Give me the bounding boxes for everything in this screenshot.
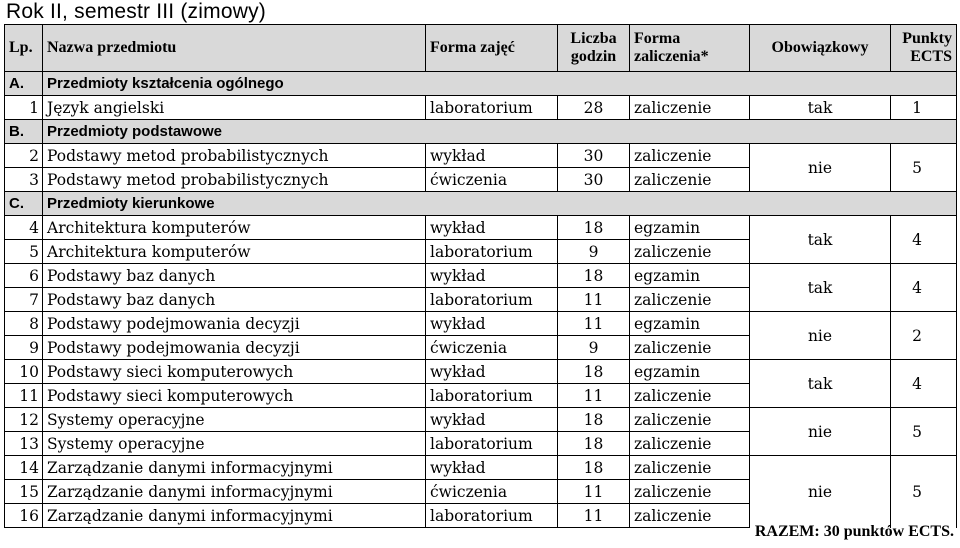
row-form: wykład — [426, 360, 558, 384]
group-mandatory: nie — [750, 408, 891, 456]
row-form: wykład — [426, 312, 558, 336]
row-lp: 7 — [5, 288, 43, 312]
row-name: Systemy operacyjne — [43, 408, 426, 432]
row-credit: egzamin — [630, 264, 750, 288]
group-mandatory: nie — [750, 312, 891, 360]
row-name: Język angielski — [43, 96, 426, 120]
section-letter: C. — [5, 192, 43, 216]
group-ects: 4 — [891, 264, 957, 312]
row-credit: zaliczenie — [630, 432, 750, 456]
row-name: Zarządzanie danymi informacyjnymi — [43, 504, 426, 528]
row-credit: egzamin — [630, 216, 750, 240]
group-ects: 4 — [891, 360, 957, 408]
row-form: laboratorium — [426, 240, 558, 264]
header-hours: Liczba godzin — [558, 25, 630, 72]
row-hours: 30 — [558, 144, 630, 168]
row-lp: 11 — [5, 384, 43, 408]
row-hours: 9 — [558, 336, 630, 360]
row-form: wykład — [426, 216, 558, 240]
row-hours: 9 — [558, 240, 630, 264]
row-credit: egzamin — [630, 360, 750, 384]
row-name: Podstawy baz danych — [43, 288, 426, 312]
row-form: laboratorium — [426, 384, 558, 408]
row-hours: 11 — [558, 288, 630, 312]
row-lp: 4 — [5, 216, 43, 240]
row-credit: zaliczenie — [630, 96, 750, 120]
row-lp: 3 — [5, 168, 43, 192]
row-name: Podstawy sieci komputerowych — [43, 360, 426, 384]
header-form: Forma zajęć — [426, 25, 558, 72]
section-row — [5, 192, 957, 216]
group-ects: 4 — [891, 216, 957, 264]
row-form: laboratorium — [426, 288, 558, 312]
header-lp: Lp. — [5, 25, 43, 72]
row-name: Architektura komputerów — [43, 216, 426, 240]
row-credit: zaliczenie — [630, 408, 750, 432]
row-hours: 18 — [558, 216, 630, 240]
row-lp: 1 — [5, 96, 43, 120]
row-form: wykład — [426, 264, 558, 288]
row-lp: 6 — [5, 264, 43, 288]
row-hours: 18 — [558, 408, 630, 432]
table-row — [5, 216, 957, 240]
row-hours: 18 — [558, 264, 630, 288]
row-lp: 5 — [5, 240, 43, 264]
row-mandatory: tak — [750, 96, 891, 120]
table-row — [5, 312, 957, 336]
row-form: wykład — [426, 456, 558, 480]
row-ects: 1 — [891, 96, 957, 120]
row-hours: 11 — [558, 384, 630, 408]
table-row — [5, 264, 957, 288]
section-letter: B. — [5, 120, 43, 144]
group-ects: 5 — [891, 144, 957, 192]
table-row — [5, 456, 957, 480]
row-form: wykład — [426, 144, 558, 168]
header-row — [5, 25, 957, 72]
row-credit: zaliczenie — [630, 168, 750, 192]
curriculum-table — [4, 24, 957, 528]
page-title: Rok II, semestr III (zimowy) — [6, 0, 266, 23]
row-form: laboratorium — [426, 504, 558, 528]
row-credit: zaliczenie — [630, 456, 750, 480]
group-mandatory: nie — [750, 144, 891, 192]
row-credit: zaliczenie — [630, 480, 750, 504]
table-row — [5, 96, 957, 120]
group-ects: 2 — [891, 312, 957, 360]
header-name: Nazwa przedmiotu — [43, 25, 426, 72]
row-hours: 30 — [558, 168, 630, 192]
row-form: laboratorium — [426, 432, 558, 456]
row-name: Architektura komputerów — [43, 240, 426, 264]
section-label: Przedmioty podstawowe — [43, 120, 957, 144]
total-summary: RAZEM: 30 punktów ECTS. — [754, 523, 954, 540]
row-hours: 18 — [558, 456, 630, 480]
section-row — [5, 120, 957, 144]
row-name: Podstawy metod probabilistycznych — [43, 144, 426, 168]
table-row — [5, 144, 957, 168]
row-form: ćwiczenia — [426, 168, 558, 192]
row-form: wykład — [426, 408, 558, 432]
header-credit-form: Forma zaliczenia* — [630, 25, 750, 72]
row-credit: zaliczenie — [630, 240, 750, 264]
row-name: Podstawy podejmowania decyzji — [43, 312, 426, 336]
row-hours: 11 — [558, 480, 630, 504]
row-hours: 11 — [558, 504, 630, 528]
group-ects: 5 — [891, 456, 957, 528]
row-credit: zaliczenie — [630, 336, 750, 360]
row-name: Podstawy baz danych — [43, 264, 426, 288]
group-mandatory: tak — [750, 216, 891, 264]
section-label: Przedmioty kształcenia ogólnego — [43, 72, 957, 96]
row-name: Zarządzanie danymi informacyjnymi — [43, 456, 426, 480]
row-lp: 12 — [5, 408, 43, 432]
group-mandatory: nie — [750, 456, 891, 528]
row-credit: egzamin — [630, 312, 750, 336]
row-lp: 8 — [5, 312, 43, 336]
group-mandatory: tak — [750, 360, 891, 408]
section-label: Przedmioty kierunkowe — [43, 192, 957, 216]
row-name: Podstawy podejmowania decyzji — [43, 336, 426, 360]
row-credit: zaliczenie — [630, 144, 750, 168]
row-lp: 9 — [5, 336, 43, 360]
row-lp: 14 — [5, 456, 43, 480]
row-credit: zaliczenie — [630, 384, 750, 408]
row-credit: zaliczenie — [630, 504, 750, 528]
row-name: Podstawy metod probabilistycznych — [43, 168, 426, 192]
row-lp: 15 — [5, 480, 43, 504]
row-hours: 11 — [558, 312, 630, 336]
row-name: Podstawy sieci komputerowych — [43, 384, 426, 408]
row-form: ćwiczenia — [426, 336, 558, 360]
row-lp: 2 — [5, 144, 43, 168]
row-lp: 10 — [5, 360, 43, 384]
group-mandatory: tak — [750, 264, 891, 312]
row-form: ćwiczenia — [426, 480, 558, 504]
section-letter: A. — [5, 72, 43, 96]
table-row — [5, 408, 957, 432]
row-hours: 28 — [558, 96, 630, 120]
table-row — [5, 360, 957, 384]
row-credit: zaliczenie — [630, 288, 750, 312]
row-lp: 13 — [5, 432, 43, 456]
row-hours: 18 — [558, 432, 630, 456]
header-ects: Punkty ECTS — [891, 25, 957, 72]
row-name: Zarządzanie danymi informacyjnymi — [43, 480, 426, 504]
group-ects: 5 — [891, 408, 957, 456]
section-row — [5, 72, 957, 96]
row-hours: 18 — [558, 360, 630, 384]
row-name: Systemy operacyjne — [43, 432, 426, 456]
row-form: laboratorium — [426, 96, 558, 120]
row-lp: 16 — [5, 504, 43, 528]
header-mandatory: Obowiązkowy — [750, 25, 891, 72]
